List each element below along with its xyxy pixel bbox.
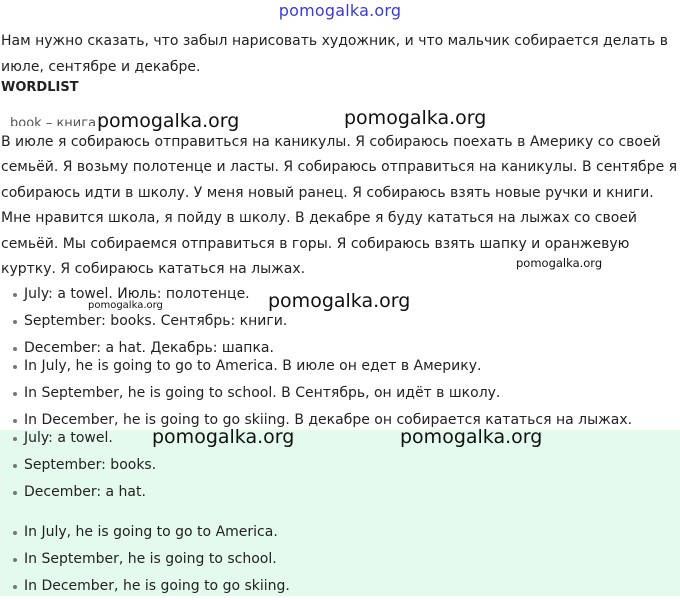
- bullet-icon: [13, 464, 17, 468]
- list-item: In September, he is going to school.: [0, 546, 290, 573]
- bullet-icon: [13, 365, 17, 369]
- watermark: pomogalka.org: [344, 107, 487, 129]
- answer-items-list: [0, 425, 156, 506]
- list-item: In July, he is going to go to America.: [0, 519, 290, 546]
- wordlist-heading: WORDLIST: [1, 80, 79, 95]
- list-item: September: books. Сентябрь: книги.: [0, 308, 287, 335]
- watermark: pomogalka.org: [88, 300, 163, 311]
- list-item: December: a hat.: [0, 479, 156, 506]
- list-item: In December, he is going to go skiing. В декабре он собирается кататься на лыжах.: [0, 407, 632, 434]
- bullet-icon: [13, 558, 17, 562]
- bullet-icon: [13, 320, 17, 324]
- watermark: pomogalka.org: [97, 110, 240, 132]
- watermark: pomogalka.org: [400, 426, 543, 448]
- translated-items-list: [0, 281, 287, 362]
- bullet-icon: [13, 491, 17, 495]
- bullet-icon: [13, 347, 17, 351]
- bullet-icon: [13, 293, 17, 297]
- bullet-icon: [13, 392, 17, 396]
- translation-paragraph: В июле я собираюсь отправиться на каникулы. Я собираюсь поехать в Америку со своей семьёй. Я возьму полотенце и ласты. Я собираюсь отправиться на каникулы. В сентябре я собираюсь идти в школу. У меня новый ранец. Я собираюсь взять новые ручки и книги. Мне нравится школа, я пойду в школу. В декабре я буду кататься на лыжах со своей семьёй. Мы собираемся отправиться в горы. Я собираюсь взять шапку и оранжевую куртку. Я собираюсь кататься на лыжах.: [1, 134, 678, 278]
- list-item: In July, he is going to go to America. В июле он едет в Америку.: [0, 353, 632, 380]
- wordlist-item: book – книга: [10, 116, 97, 126]
- bullet-icon: [13, 531, 17, 535]
- site-logo[interactable]: pomogalka.org: [278, 1, 402, 20]
- watermark: pomogalka.org: [268, 290, 411, 312]
- list-item: In December, he is going to go skiing.: [0, 573, 290, 600]
- answer-sentences-list: [0, 519, 290, 600]
- bullet-icon: [13, 437, 17, 441]
- intro-text: Нам нужно сказать, что забыл нарисовать художник, и что мальчик собирается делать в июле, сентябре и декабре.: [1, 33, 668, 75]
- list-item: July: a towel. Июль: полотенце.: [0, 281, 287, 308]
- watermark: pomogalka.org: [516, 256, 603, 270]
- list-item: In September, he is going to school. В Сентябрь, он идёт в школу.: [0, 380, 632, 407]
- bullet-icon: [13, 419, 17, 423]
- bullet-icon: [13, 585, 17, 589]
- list-item: December: a hat. Декабрь: шапка.: [0, 335, 287, 362]
- list-item: July: a towel.: [0, 425, 156, 452]
- translated-sentences-list: [0, 353, 632, 434]
- list-item: September: books.: [0, 452, 156, 479]
- watermark: pomogalka.org: [152, 426, 295, 448]
